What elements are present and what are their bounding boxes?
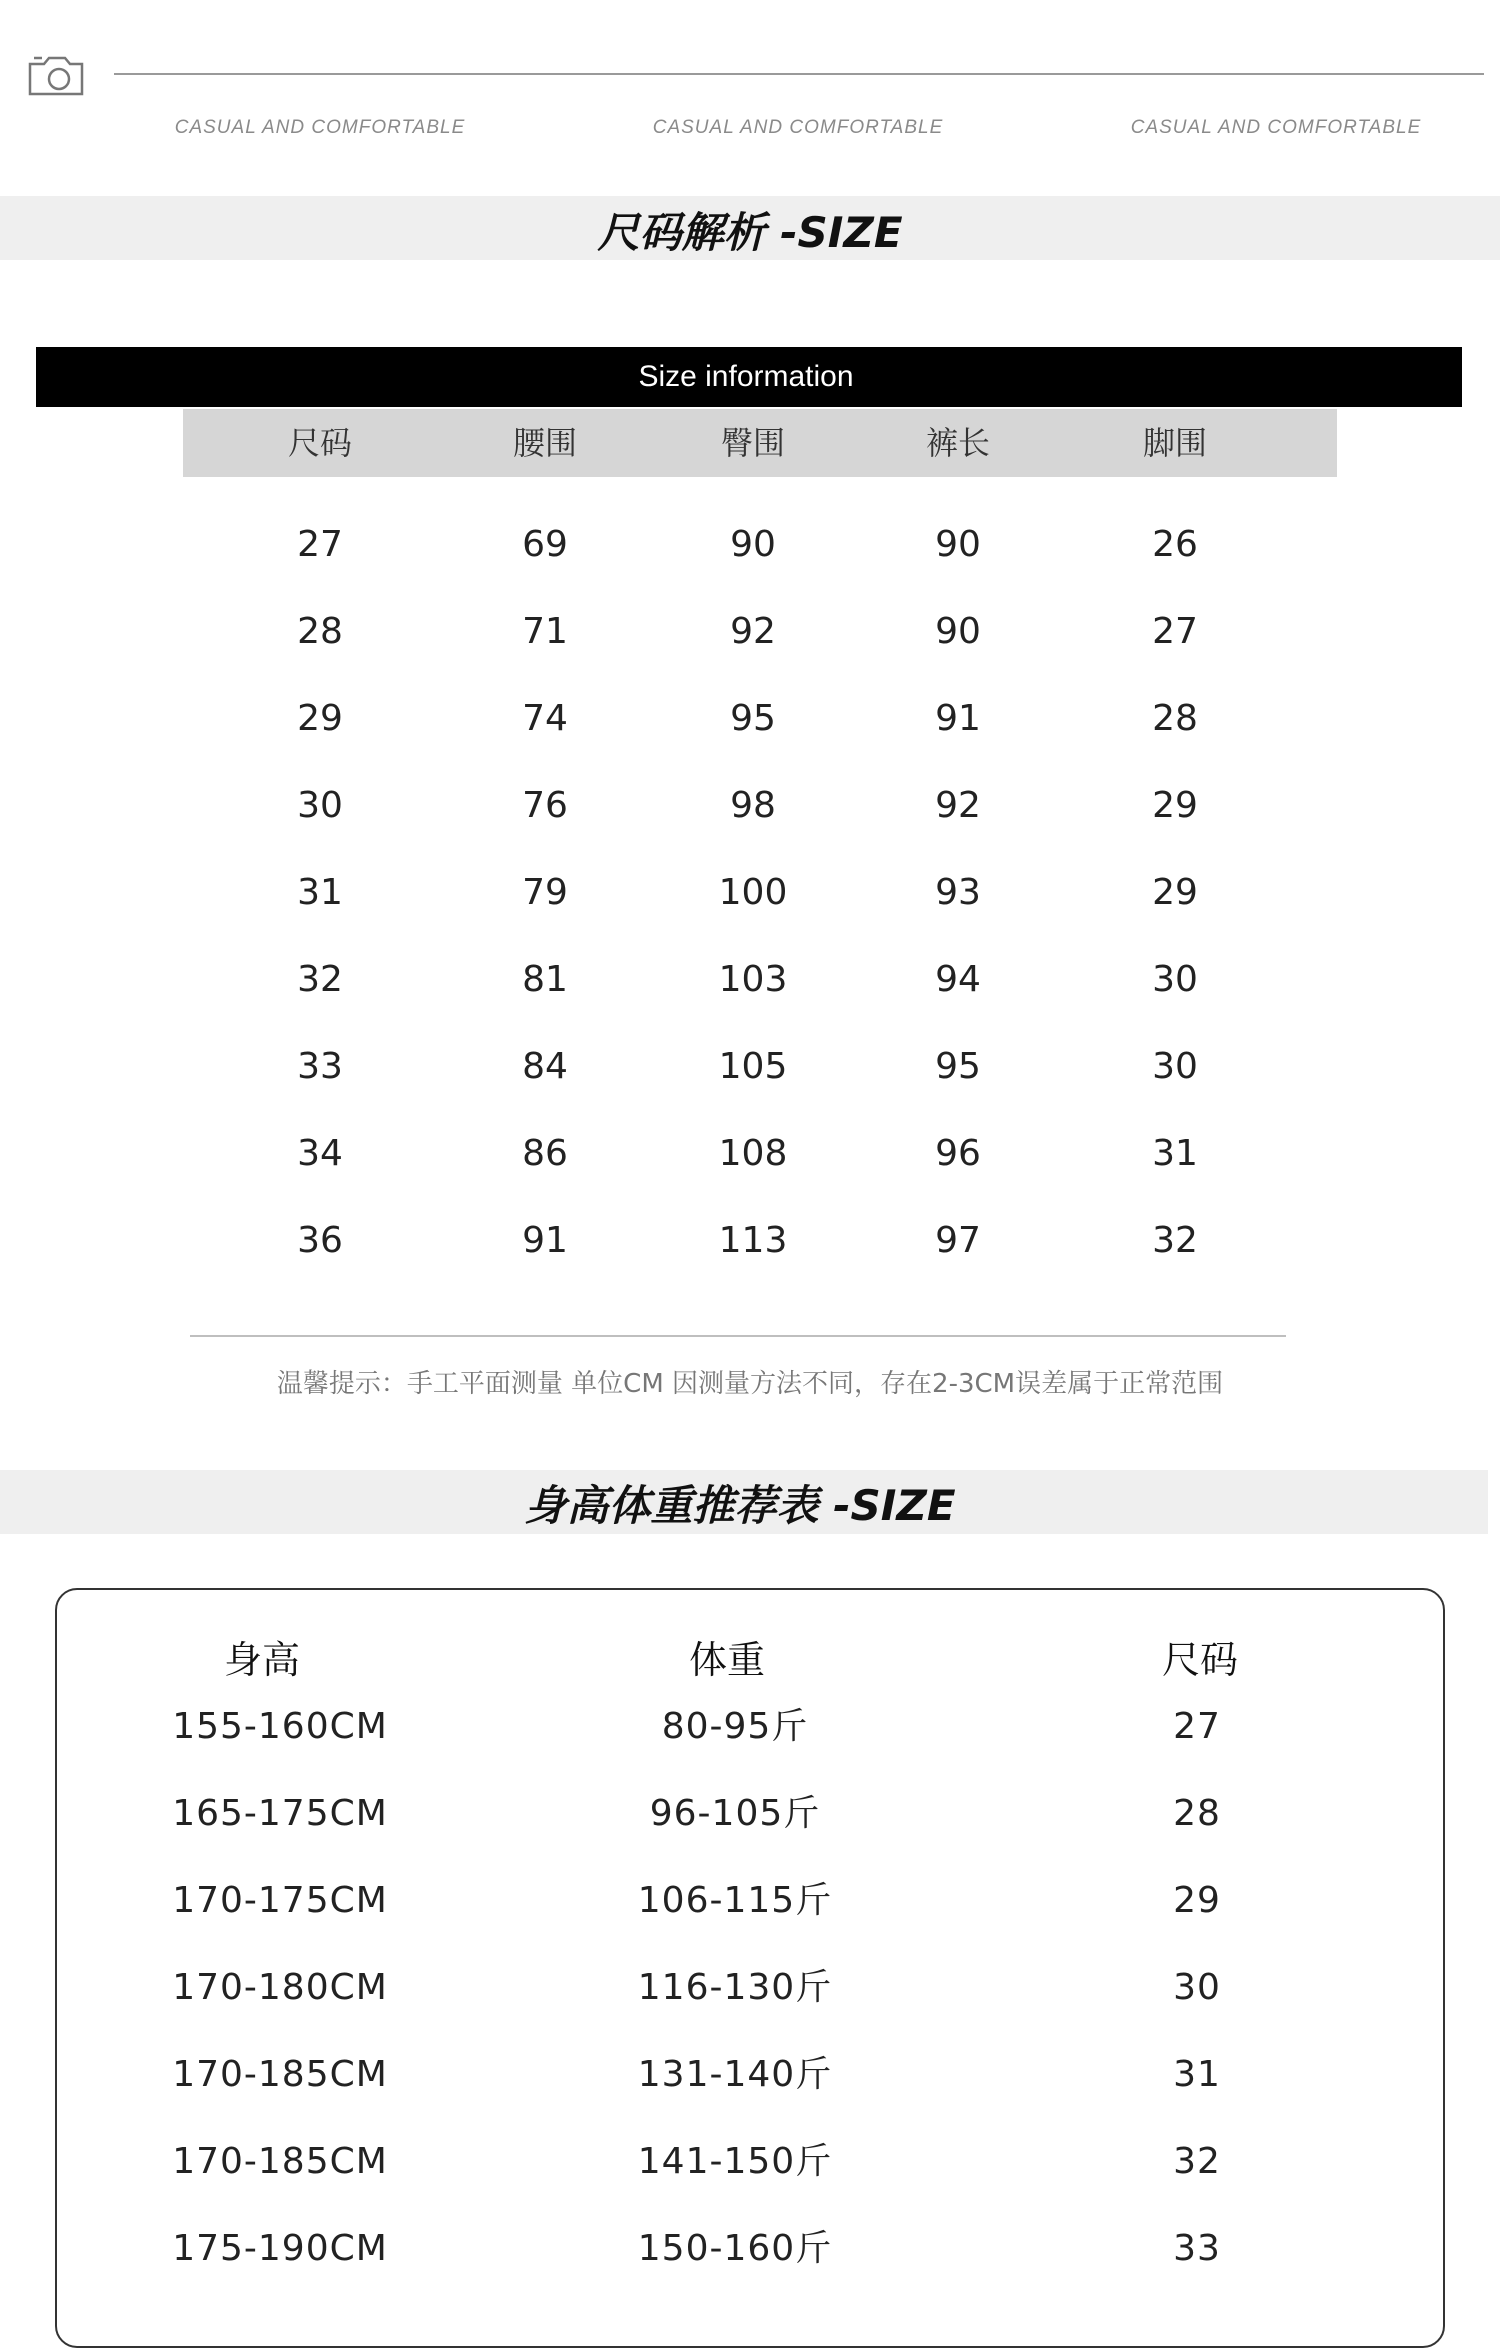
table-cell: 165-175CM: [172, 1793, 388, 1834]
table-cell: 90: [935, 611, 981, 652]
table-cell: 103: [718, 959, 788, 1000]
tagline: CASUAL AND COMFORTABLE: [174, 117, 466, 138]
table-cell: 100: [718, 872, 788, 913]
tagline: CASUAL AND COMFORTABLE: [652, 117, 944, 138]
table-cell: 96: [935, 1133, 981, 1174]
table-cell: 30: [1173, 1967, 1221, 2008]
column-header: 身高: [223, 1638, 300, 1682]
table-cell: 90: [730, 524, 776, 565]
column-header: 臀围: [720, 424, 785, 462]
tagline: CASUAL AND COMFORTABLE: [1130, 117, 1422, 138]
table-cell: 30: [1152, 1046, 1198, 1087]
table-cell: 116-130斤: [637, 1967, 833, 2008]
section-title: 尺码解析 -SIZE: [597, 208, 903, 257]
table-cell: 97: [935, 1220, 981, 1261]
table-cell: 92: [730, 611, 776, 652]
table-cell: 27: [1173, 1706, 1221, 1747]
table-cell: 28: [297, 611, 343, 652]
column-header: 尺码: [287, 424, 352, 462]
table-cell: 96-105斤: [649, 1793, 821, 1834]
table-cell: 74: [522, 698, 568, 739]
table-cell: 31: [297, 872, 343, 913]
table-cell: 69: [522, 524, 568, 565]
table-cell: 28: [1152, 698, 1198, 739]
section-title: 身高体重推荐表 -SIZE: [524, 1481, 956, 1530]
table-cell: 170-180CM: [172, 1967, 388, 2008]
table-cell: 79: [522, 872, 568, 913]
table-cell: 108: [718, 1133, 788, 1174]
table-cell: 91: [522, 1220, 568, 1261]
table-cell: 141-150斤: [637, 2141, 833, 2182]
table-cell: 86: [522, 1133, 568, 1174]
header-rule: [114, 73, 1484, 75]
table-cell: 34: [297, 1133, 343, 1174]
table-cell: 26: [1152, 524, 1198, 565]
table-cell: 30: [297, 785, 343, 826]
column-header: 腰围: [512, 424, 577, 462]
table-title: Size information: [638, 360, 854, 393]
table-cell: 32: [1173, 2141, 1221, 2182]
divider: [190, 1335, 1286, 1337]
table-cell: 150-160斤: [637, 2228, 833, 2269]
table-cell: 90: [935, 524, 981, 565]
camera-icon: [26, 52, 86, 98]
table-cell: 29: [1152, 785, 1198, 826]
table-cell: 33: [1173, 2228, 1221, 2269]
table-cell: 105: [718, 1046, 788, 1087]
table-cell: 81: [522, 959, 568, 1000]
table-cell: 27: [1152, 611, 1198, 652]
table-cell: 29: [1152, 872, 1198, 913]
table-cell: 106-115斤: [637, 1880, 833, 1921]
table-cell: 32: [297, 959, 343, 1000]
table-cell: 36: [297, 1220, 343, 1261]
table-cell: 170-185CM: [172, 2054, 388, 2095]
table-cell: 93: [935, 872, 981, 913]
column-header: 尺码: [1161, 1638, 1238, 1682]
table-cell: 84: [522, 1046, 568, 1087]
table-cell: 131-140斤: [637, 2054, 833, 2095]
table-cell: 31: [1173, 2054, 1221, 2095]
table-cell: 30: [1152, 959, 1198, 1000]
table-cell: 170-175CM: [172, 1880, 388, 1921]
table-cell: 29: [297, 698, 343, 739]
column-header: 脚围: [1142, 424, 1207, 462]
table-cell: 29: [1173, 1880, 1221, 1921]
table-cell: 155-160CM: [172, 1706, 388, 1747]
table-cell: 28: [1173, 1793, 1221, 1834]
table-cell: 170-185CM: [172, 2141, 388, 2182]
table-cell: 113: [718, 1220, 788, 1261]
column-header: 体重: [688, 1638, 765, 1682]
column-header: 裤长: [925, 424, 990, 462]
table-cell: 95: [730, 698, 776, 739]
table-cell: 31: [1152, 1133, 1198, 1174]
table-cell: 27: [297, 524, 343, 565]
table-cell: 98: [730, 785, 776, 826]
table-cell: 94: [935, 959, 981, 1000]
table-cell: 71: [522, 611, 568, 652]
measurement-tip: 温馨提示：手工平面测量 单位CM 因测量方法不同，存在2-3CM误差属于正常范围: [276, 1369, 1224, 1399]
table-cell: 76: [522, 785, 568, 826]
table-cell: 92: [935, 785, 981, 826]
table-cell: 33: [297, 1046, 343, 1087]
table-cell: 32: [1152, 1220, 1198, 1261]
table-cell: 91: [935, 698, 981, 739]
table-cell: 175-190CM: [172, 2228, 388, 2269]
table-cell: 95: [935, 1046, 981, 1087]
table-cell: 80-95斤: [661, 1706, 809, 1747]
